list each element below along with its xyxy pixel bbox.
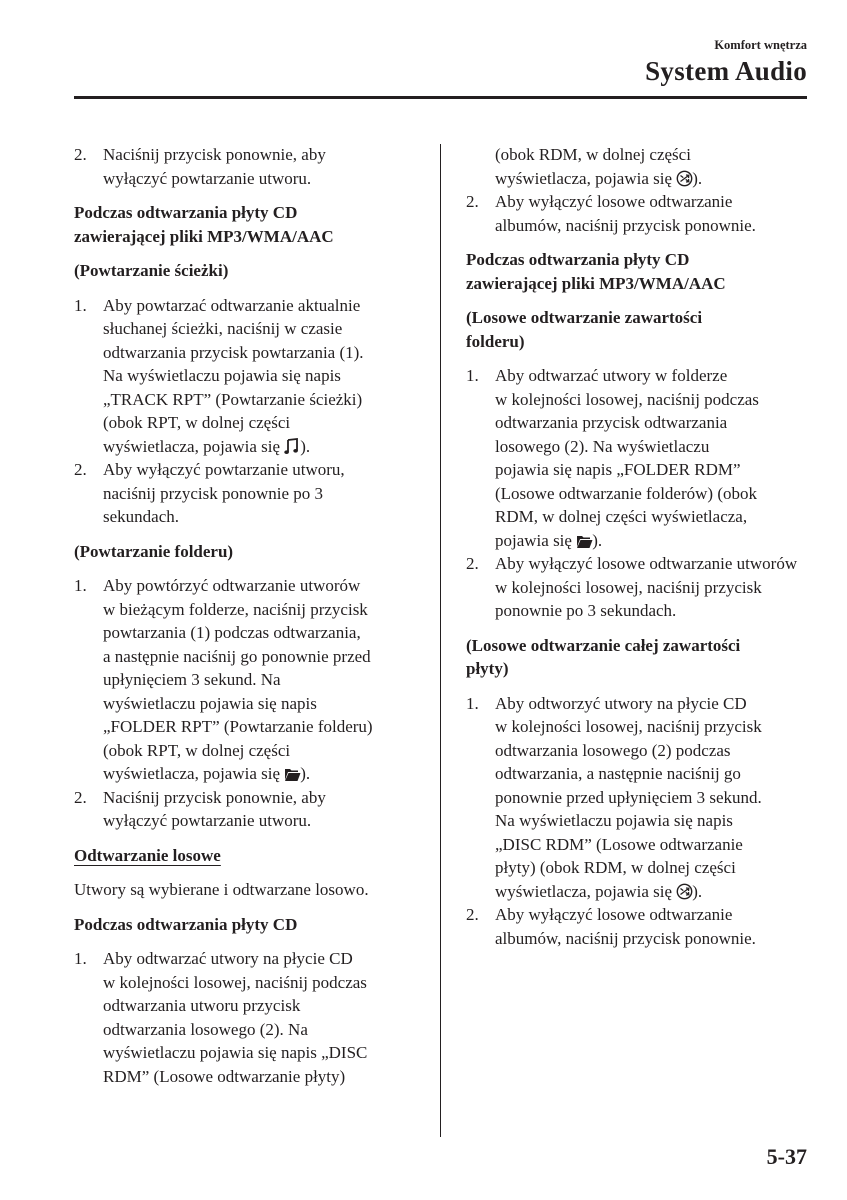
text-line: odtwarzania utworu przycisk	[103, 996, 301, 1015]
text-line: wyświetlacza, pojawia się	[103, 436, 285, 456]
list	[466, 143, 811, 237]
disc-random-icon	[676, 883, 692, 900]
list-item	[466, 364, 811, 552]
text-line: ponownie przed upłynięciem 3 sekund.	[495, 787, 762, 807]
text-line: słuchanej ścieżki, naciśnij w czasie	[103, 319, 343, 338]
list-item	[466, 190, 811, 237]
heading-line: zawierającej pliki MP3/WMA/AAC	[466, 273, 726, 293]
column-divider	[440, 144, 441, 1137]
subsection-heading: (Powtarzanie folderu)	[74, 541, 234, 561]
text-line: ).	[300, 436, 311, 456]
text-line: ).	[300, 764, 311, 783]
text-line: Aby wyłączyć losowe odtwarzanie	[495, 192, 733, 211]
text-line: w bieżącym folderze, naciśnij przycisk	[103, 599, 368, 619]
left-column	[74, 143, 424, 1099]
text-line: Na wyświetlaczu pojawia się napis	[495, 811, 733, 830]
text-line: Aby powtórzyć odtwarzanie utworów	[103, 576, 361, 595]
heading-line: zawierającej pliki MP3/WMA/AAC	[74, 226, 334, 246]
text-line: w kolejności losowej, naciśnij przycisk	[495, 577, 762, 597]
heading-line: (Losowe odtwarzanie zawartości	[466, 308, 703, 327]
text-line: albumów, naciśnij przycisk ponownie.	[495, 928, 756, 948]
subsection-heading: Podczas odtwarzania płyty CD	[74, 914, 298, 934]
text-line: Na wyświetlaczu pojawia się napis	[103, 366, 341, 385]
heading-line: Podczas odtwarzania płyty CD	[74, 203, 298, 222]
text-line: odtwarzania przycisk powtarzania (1).	[103, 342, 364, 362]
text-line: „DISC RDM” (Losowe odtwarzanie	[495, 834, 743, 854]
heading-line: (Losowe odtwarzanie całej zawartości	[466, 635, 741, 655]
folder-icon	[284, 765, 300, 782]
list-item	[74, 947, 424, 1088]
list-item	[74, 294, 424, 459]
subsection-heading: (Powtarzanie ścieżki)	[74, 261, 229, 280]
list-item	[466, 903, 811, 950]
text-line: (obok RPT, w dolnej części	[103, 413, 291, 432]
text-line: odtwarzania losowego (2) podczas	[495, 740, 731, 760]
text-line: pojawia się napis „FOLDER RDM”	[495, 460, 741, 479]
music-note-icon	[284, 438, 300, 455]
list	[74, 143, 424, 190]
list	[466, 692, 811, 951]
list-item	[466, 552, 811, 623]
text-line: odtwarzania, a następnie naciśnij go	[495, 764, 741, 783]
section-heading: Odtwarzanie losowe	[74, 845, 221, 865]
text-line: płyty) (obok RDM, w dolnej części	[495, 858, 736, 877]
text-line: wyświetlaczu pojawia się napis „DISC	[103, 1043, 368, 1062]
text-line: (obok RPT, w dolnej części	[103, 740, 291, 760]
item-number: 2.	[74, 787, 87, 807]
list-item	[74, 786, 424, 833]
list	[74, 294, 424, 529]
list-item	[74, 574, 424, 786]
list-item	[466, 143, 811, 190]
text-line: Aby wyłączyć losowe odtwarzanie	[495, 905, 733, 924]
text-line: wyłączyć powtarzanie utworu.	[103, 168, 312, 188]
list	[466, 364, 811, 623]
text-line: Aby odtwarzać utwory na płycie CD	[103, 949, 353, 968]
text-line: naciśnij przycisk ponownie po 3	[103, 483, 324, 503]
text-line: Aby powtarzać odtwarzanie aktualnie	[103, 295, 361, 315]
text-line: pojawia się	[495, 530, 577, 550]
text-line: odtwarzania losowego (2). Na	[103, 1019, 308, 1039]
text-line: „FOLDER RPT” (Powtarzanie folderu)	[103, 717, 373, 736]
item-number: 2.	[74, 145, 87, 164]
text-line: w kolejności losowej, naciśnij podczas	[103, 972, 367, 992]
text-line: wyłączyć powtarzanie utworu.	[103, 811, 312, 830]
text-line: sekundach.	[103, 507, 180, 526]
text-line: RDM, w dolnej części wyświetlacza,	[495, 507, 748, 526]
list-item	[74, 458, 424, 529]
text-line: powtarzania (1) podczas odtwarzania,	[103, 623, 361, 642]
section-heading	[466, 248, 811, 295]
paragraph: Utwory są wybierane i odtwarzane losowo.	[74, 880, 369, 899]
text-line: losowego (2). Na wyświetlaczu	[495, 436, 710, 456]
heading-line: płyty)	[466, 659, 509, 678]
item-number: 2.	[466, 905, 479, 924]
text-line: RDM” (Losowe odtwarzanie płyty)	[103, 1066, 346, 1086]
item-number: 2.	[466, 554, 479, 573]
text-line: Aby wyłączyć losowe odtwarzanie utworów	[495, 554, 798, 573]
list-item	[466, 692, 811, 904]
subsection-heading	[466, 306, 811, 353]
item-number: 1.	[74, 295, 87, 315]
text-line: Aby odtwarzać utwory w folderze	[495, 366, 728, 385]
text-line: ).	[592, 530, 603, 550]
right-column	[466, 143, 811, 961]
subsection-heading	[466, 634, 811, 681]
item-number: 2.	[74, 460, 87, 479]
text-line: ponownie po 3 sekundach.	[495, 601, 677, 620]
text-line: odtwarzania przycisk odtwarzania	[495, 413, 728, 432]
list-item	[74, 143, 424, 190]
text-line: w kolejności losowej, naciśnij podczas	[495, 389, 759, 409]
text-line: wyświetlacza, pojawia się	[495, 881, 677, 901]
item-number: 1.	[466, 693, 479, 713]
text-line: ).	[692, 168, 703, 188]
text-line: Aby wyłączyć powtarzanie utworu,	[103, 460, 345, 479]
page-title: System Audio	[645, 56, 807, 86]
header-divider	[74, 96, 807, 99]
text-line: Aby odtworzyć utwory na płycie CD	[495, 693, 747, 713]
heading-line: folderu)	[466, 331, 525, 351]
text-line: Naciśnij przycisk ponownie, aby	[103, 145, 326, 164]
text-line: wyświetlaczu pojawia się napis	[103, 693, 317, 713]
text-line: „TRACK RPT” (Powtarzanie ścieżki)	[103, 389, 363, 409]
section-label: Komfort wnętrza	[714, 38, 807, 52]
item-number: 1.	[74, 576, 87, 595]
text-line: ).	[692, 881, 703, 901]
heading-line: Podczas odtwarzania płyty CD	[466, 250, 690, 269]
section-heading	[74, 201, 424, 248]
text-line: (Losowe odtwarzanie folderów) (obok	[495, 483, 757, 503]
text-line: wyświetlacza, pojawia się	[495, 168, 677, 188]
disc-random-icon	[676, 170, 692, 187]
text-line: a następnie naciśnij go ponownie przed	[103, 646, 371, 666]
text-line: albumów, naciśnij przycisk ponownie.	[495, 215, 756, 235]
item-number: 2.	[466, 192, 479, 211]
item-number: 1.	[466, 366, 479, 385]
text-line: wyświetlacza, pojawia się	[103, 764, 285, 783]
text-line: upłynięciem 3 sekund. Na	[103, 670, 281, 689]
text-line: Naciśnij przycisk ponownie, aby	[103, 787, 326, 807]
list	[74, 947, 424, 1088]
item-number: 1.	[74, 949, 87, 968]
text-line: w kolejności losowej, naciśnij przycisk	[495, 717, 762, 736]
text-line: (obok RDM, w dolnej części	[495, 145, 691, 164]
list	[74, 574, 424, 833]
page-number: 5-37	[766, 1144, 807, 1169]
folder-icon	[576, 532, 592, 549]
